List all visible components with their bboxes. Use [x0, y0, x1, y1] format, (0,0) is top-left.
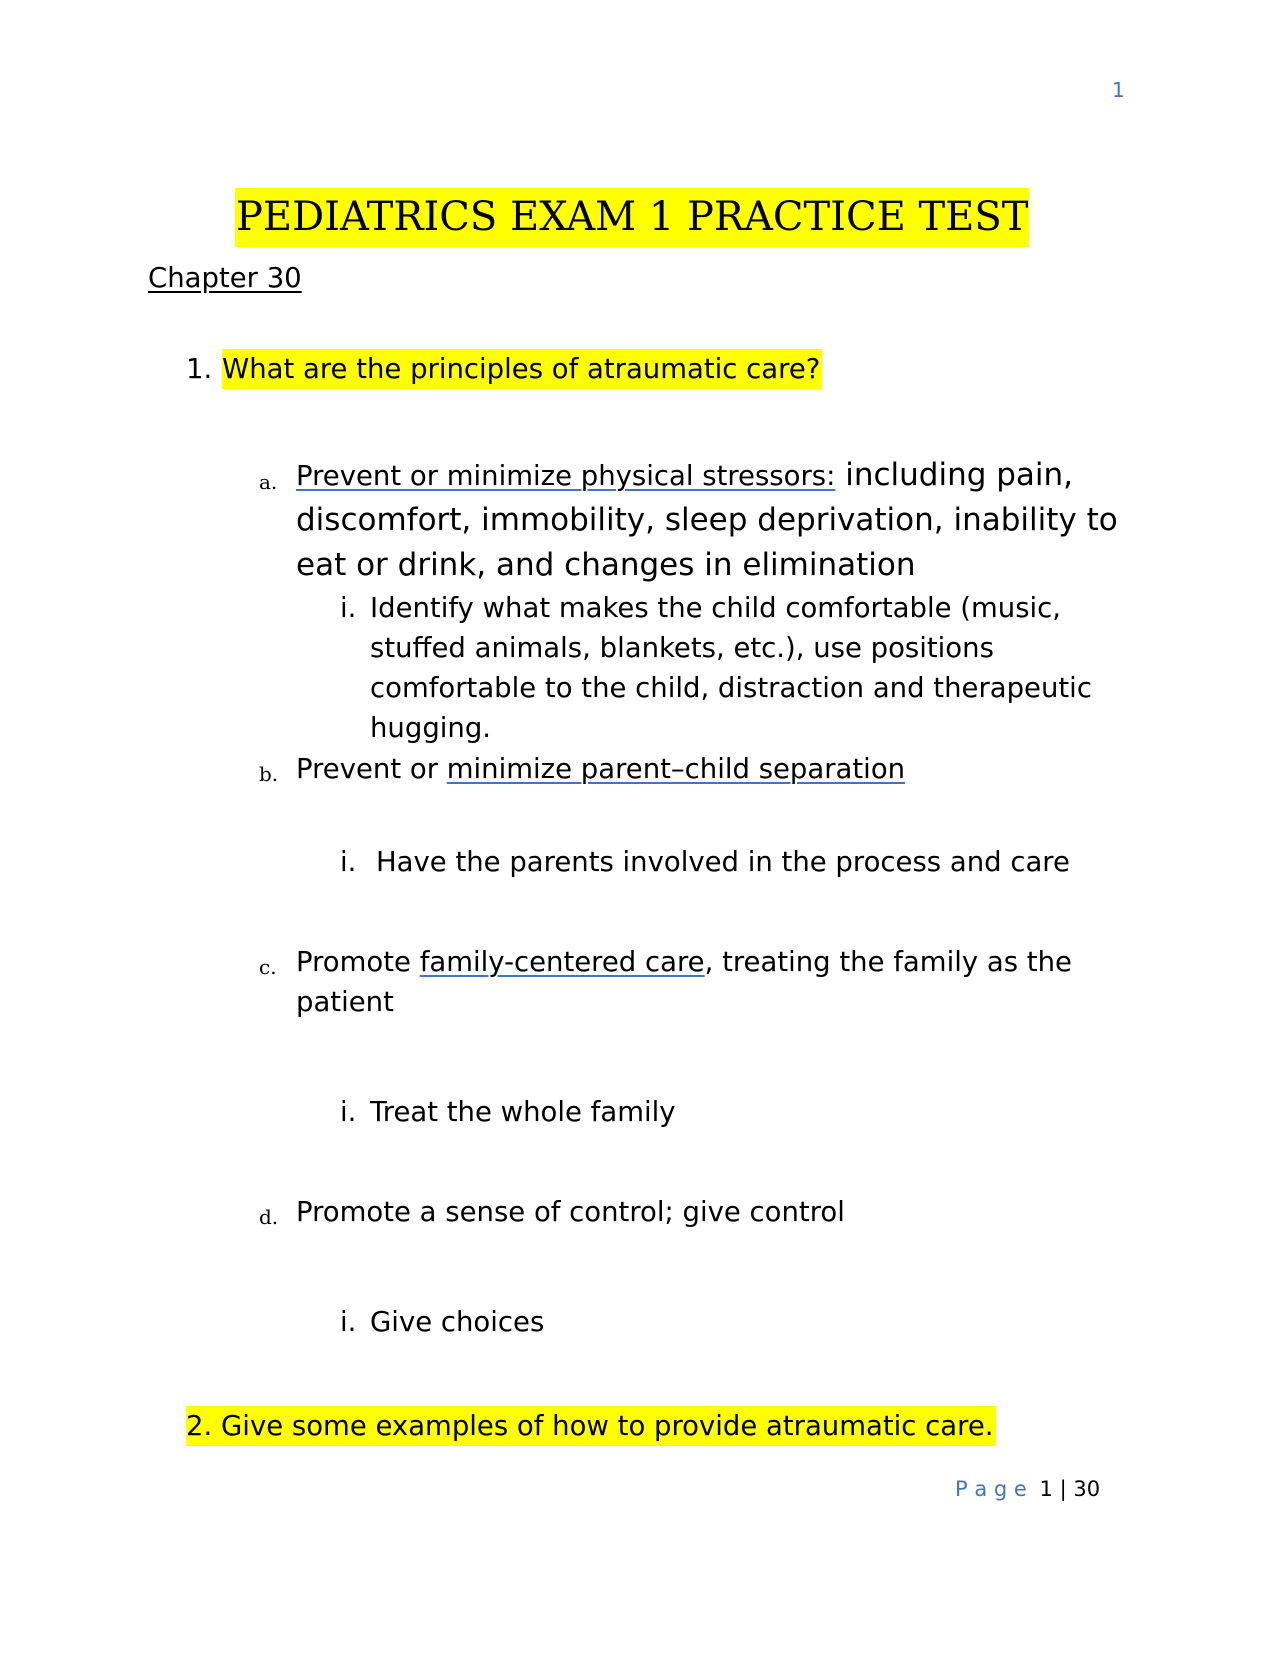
item-a-line3: eat or drink, and changes in elimination [296, 547, 916, 583]
item-a-sub-line2: stuffed animals, blankets, etc.), use positions [370, 632, 994, 664]
item-a-line2: discomfort, immobility, sleep deprivation, inability to [296, 502, 1118, 538]
item-a-sub-line3: comfortable to the child, distraction and therapeutic [370, 672, 1092, 704]
item-d-sub-text: Give choices [370, 1306, 545, 1338]
item-c-pre: Promote [296, 946, 420, 978]
footer-page-word: P a g e [955, 1477, 1027, 1501]
question-2-number: 2. [186, 1410, 213, 1442]
item-c-sub-text: Treat the whole family [370, 1096, 676, 1128]
item-c-line1 [296, 942, 1072, 982]
item-b-line [296, 749, 905, 789]
item-a-sub-line4: hugging. [370, 712, 492, 744]
footer-current-page: 1 [1039, 1477, 1053, 1501]
item-c-post: , treating the family as the [704, 946, 1072, 978]
item-a-line1-rest: including pain, [835, 457, 1074, 493]
page-title: PEDIATRICS EXAM 1 PRACTICE TEST [235, 188, 1029, 247]
item-b-link[interactable]: minimize parent–child separation [446, 753, 906, 785]
footer-total-pages: 30 [1073, 1477, 1101, 1501]
question-1-text: What are the principles of atraumatic care? [222, 349, 822, 389]
question-2 [186, 1406, 996, 1446]
item-a-sub-label: i. [340, 592, 357, 624]
item-b-pre: Prevent or [296, 753, 447, 785]
item-a-label: a. [259, 470, 278, 494]
item-c-sub-label: i. [340, 1096, 357, 1128]
item-a-sub-line1: Identify what makes the child comfortable (music, [370, 592, 1062, 624]
header-page-number: 1 [1112, 78, 1125, 102]
item-d-text: Promote a sense of control; give control [296, 1196, 845, 1228]
chapter-heading: Chapter 30 [148, 262, 302, 294]
item-b-sub-label: i. [340, 846, 357, 878]
question-2-text: Give some examples of how to provide atraumatic care. [221, 1410, 994, 1442]
item-b-label: b. [259, 762, 279, 786]
item-c-link[interactable]: family-centered care [419, 946, 705, 978]
item-a-line1 [296, 452, 1073, 498]
item-d-sub-label: i. [340, 1306, 357, 1338]
question-1-number: 1. [186, 353, 213, 385]
item-b-sub-text: Have the parents involved in the process and care [376, 846, 1070, 878]
item-a-link[interactable]: Prevent or minimize physical stressors: [296, 460, 836, 492]
footer-page-indicator [955, 1474, 1100, 1504]
item-c-label: c. [259, 955, 277, 979]
item-d-label: d. [259, 1205, 279, 1229]
item-c-line2: patient [296, 986, 394, 1018]
footer-separator: | [1059, 1477, 1067, 1501]
